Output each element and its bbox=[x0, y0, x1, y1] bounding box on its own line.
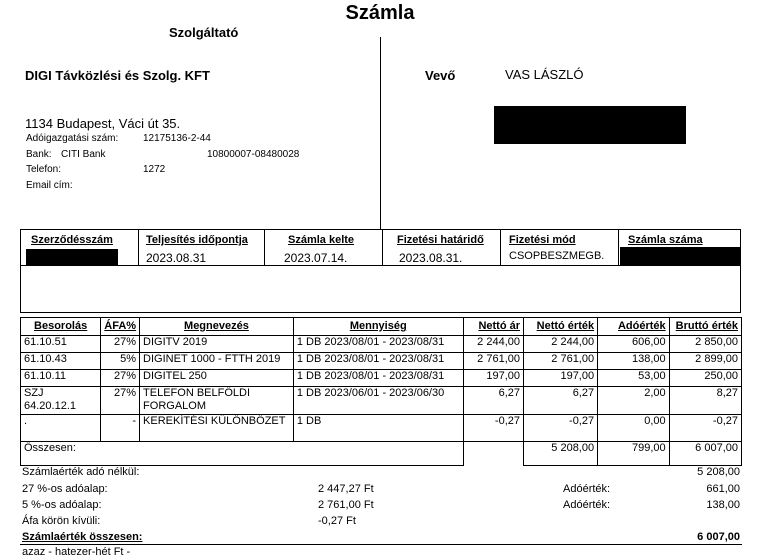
invoice-number-label: Számla száma bbox=[628, 234, 703, 246]
net-total-value: 5 208,00 bbox=[697, 466, 740, 478]
table-cell: 250,00 bbox=[669, 370, 741, 387]
table-cell: 1 DB bbox=[293, 415, 463, 442]
base27-value: 2 447,27 Ft bbox=[318, 483, 374, 495]
table-cell: 27% bbox=[101, 370, 140, 387]
buyer-label: Vevő bbox=[425, 68, 456, 83]
header-divider bbox=[382, 229, 383, 265]
bank-account: 10800007-08480028 bbox=[207, 149, 300, 160]
table-cell: 0,00 bbox=[598, 415, 670, 442]
table-cell: 197,00 bbox=[463, 370, 523, 387]
contract-number-label: Szerződésszám bbox=[31, 234, 113, 246]
total-gross: 6 007,00 bbox=[669, 442, 741, 466]
table-cell: 27% bbox=[101, 387, 140, 415]
table-cell: -0,27 bbox=[669, 415, 741, 442]
tax27-label: Adóérték: bbox=[563, 483, 611, 495]
base5-label: 5 %-os adóalap: bbox=[22, 499, 102, 511]
due-date-value: 2023.08.31. bbox=[399, 251, 463, 265]
bank-name: CITI Bank bbox=[61, 149, 106, 160]
table-cell: 6,27 bbox=[524, 387, 598, 415]
empty-cell bbox=[463, 442, 523, 466]
header-divider bbox=[618, 229, 619, 265]
items-table bbox=[20, 317, 742, 466]
column-header: Mennyiség bbox=[293, 318, 463, 336]
table-cell: - bbox=[101, 415, 140, 442]
table-cell: 138,00 bbox=[598, 353, 670, 370]
column-header: Megnevezés bbox=[140, 318, 294, 336]
bank-label: Bank: bbox=[26, 149, 52, 160]
outside-vat-value: -0,27 Ft bbox=[318, 515, 356, 527]
table-cell: 2 899,00 bbox=[669, 353, 741, 370]
phone-value: 1272 bbox=[143, 164, 166, 175]
column-header: Nettó ár bbox=[463, 318, 523, 336]
seller-buyer-divider bbox=[380, 37, 381, 229]
table-cell: TELEFON BELFÖLDI FORGALOM bbox=[140, 387, 294, 415]
fulfillment-date-label: Teljesítés időpontja bbox=[146, 234, 248, 246]
table-cell: 2 244,00 bbox=[463, 336, 523, 353]
total-row bbox=[21, 442, 742, 466]
seller-name: DIGI Távközlési és Szolg. KFT bbox=[25, 68, 210, 83]
tax27-value: 661,00 bbox=[706, 483, 740, 495]
table-cell: 1 DB 2023/08/01 - 2023/08/31 bbox=[293, 353, 463, 370]
table-row bbox=[21, 415, 742, 442]
outside-vat-label: Áfa körön kívüli: bbox=[22, 515, 101, 527]
table-cell: 8,27 bbox=[669, 387, 741, 415]
table-cell: DIGITEL 250 bbox=[140, 370, 294, 387]
table-cell: 2 850,00 bbox=[669, 336, 741, 353]
column-header: Besorolás bbox=[21, 318, 101, 336]
table-cell: DIGITV 2019 bbox=[140, 336, 294, 353]
items-header-row bbox=[21, 318, 742, 336]
table-row bbox=[21, 370, 742, 387]
tax-number-value: 12175136-2-44 bbox=[143, 133, 211, 144]
table-cell: DIGINET 1000 - FTTH 2019 bbox=[140, 353, 294, 370]
payment-method-value: CSOPBESZMEGB. bbox=[509, 250, 605, 262]
table-cell: SZJ 64.20.12.1 bbox=[21, 387, 101, 415]
tax-number-label: Adóigazgatási szám: bbox=[26, 133, 119, 144]
grand-total-value: 6 007,00 bbox=[697, 531, 740, 543]
contract-number-redaction bbox=[26, 249, 118, 265]
total-tax: 799,00 bbox=[598, 442, 670, 466]
table-cell: 2 244,00 bbox=[524, 336, 598, 353]
table-cell: . bbox=[21, 415, 101, 442]
table-cell: KEREKÍTÉSI KÜLÖNBÖZET bbox=[140, 415, 294, 442]
invoice-title: Számla bbox=[345, 2, 415, 24]
header-divider bbox=[138, 229, 139, 265]
base27-label: 27 %-os adóalap: bbox=[22, 483, 108, 495]
table-cell: -0,27 bbox=[524, 415, 598, 442]
table-cell: 61.10.11 bbox=[21, 370, 101, 387]
table-cell: 61.10.51 bbox=[21, 336, 101, 353]
tax5-value: 138,00 bbox=[706, 499, 740, 511]
table-cell: -0,27 bbox=[463, 415, 523, 442]
header-divider bbox=[500, 229, 501, 265]
table-cell: 61.10.43 bbox=[21, 353, 101, 370]
table-cell: 27% bbox=[101, 336, 140, 353]
grand-total-label: Számlaérték összesen: bbox=[22, 531, 143, 543]
table-row bbox=[21, 336, 742, 353]
header-divider bbox=[264, 229, 265, 265]
issue-date-value: 2023.07.14. bbox=[284, 251, 348, 265]
fulfillment-date-value: 2023.08.31 bbox=[146, 251, 207, 265]
table-cell: 1 DB 2023/06/01 - 2023/06/30 bbox=[293, 387, 463, 415]
seller-address: 1134 Budapest, Váci út 35. bbox=[25, 116, 181, 131]
tax5-label: Adóérték: bbox=[563, 499, 611, 511]
table-cell: 6,27 bbox=[463, 387, 523, 415]
table-cell: 1 DB 2023/08/01 - 2023/08/31 bbox=[293, 336, 463, 353]
summary-divider bbox=[20, 544, 742, 545]
table-cell: 606,00 bbox=[598, 336, 670, 353]
buyer-name: VAS LÁSZLÓ bbox=[505, 67, 584, 82]
table-row bbox=[21, 353, 742, 370]
column-header: Adóérték bbox=[598, 318, 670, 336]
table-cell: 2 761,00 bbox=[524, 353, 598, 370]
table-cell: 53,00 bbox=[598, 370, 670, 387]
column-header: Bruttó érték bbox=[669, 318, 741, 336]
invoice-number-redaction bbox=[620, 247, 741, 265]
table-cell: 2 761,00 bbox=[463, 353, 523, 370]
seller-heading: Szolgáltató bbox=[169, 25, 239, 40]
table-cell: 2,00 bbox=[598, 387, 670, 415]
table-cell: 5% bbox=[101, 353, 140, 370]
table-row bbox=[21, 387, 742, 415]
total-in-words: azaz - hatezer-hét Ft - bbox=[22, 546, 131, 558]
due-date-label: Fizetési határidő bbox=[397, 234, 484, 246]
payment-method-label: Fizetési mód bbox=[509, 234, 576, 246]
net-total-label: Számlaérték adó nélkül: bbox=[22, 466, 140, 478]
base5-value: 2 761,00 Ft bbox=[318, 499, 374, 511]
header-bottom-line bbox=[20, 265, 741, 266]
email-label: Email cím: bbox=[26, 180, 73, 191]
table-cell: 197,00 bbox=[524, 370, 598, 387]
total-label: Összesen: bbox=[21, 442, 464, 466]
phone-label: Telefon: bbox=[26, 164, 62, 175]
issue-date-label: Számla kelte bbox=[288, 234, 355, 246]
buyer-address-redaction bbox=[494, 106, 686, 144]
column-header: ÁFA% bbox=[101, 318, 140, 336]
table-cell: 1 DB 2023/08/01 - 2023/08/31 bbox=[293, 370, 463, 387]
total-net: 5 208,00 bbox=[524, 442, 598, 466]
column-header: Nettó érték bbox=[524, 318, 598, 336]
